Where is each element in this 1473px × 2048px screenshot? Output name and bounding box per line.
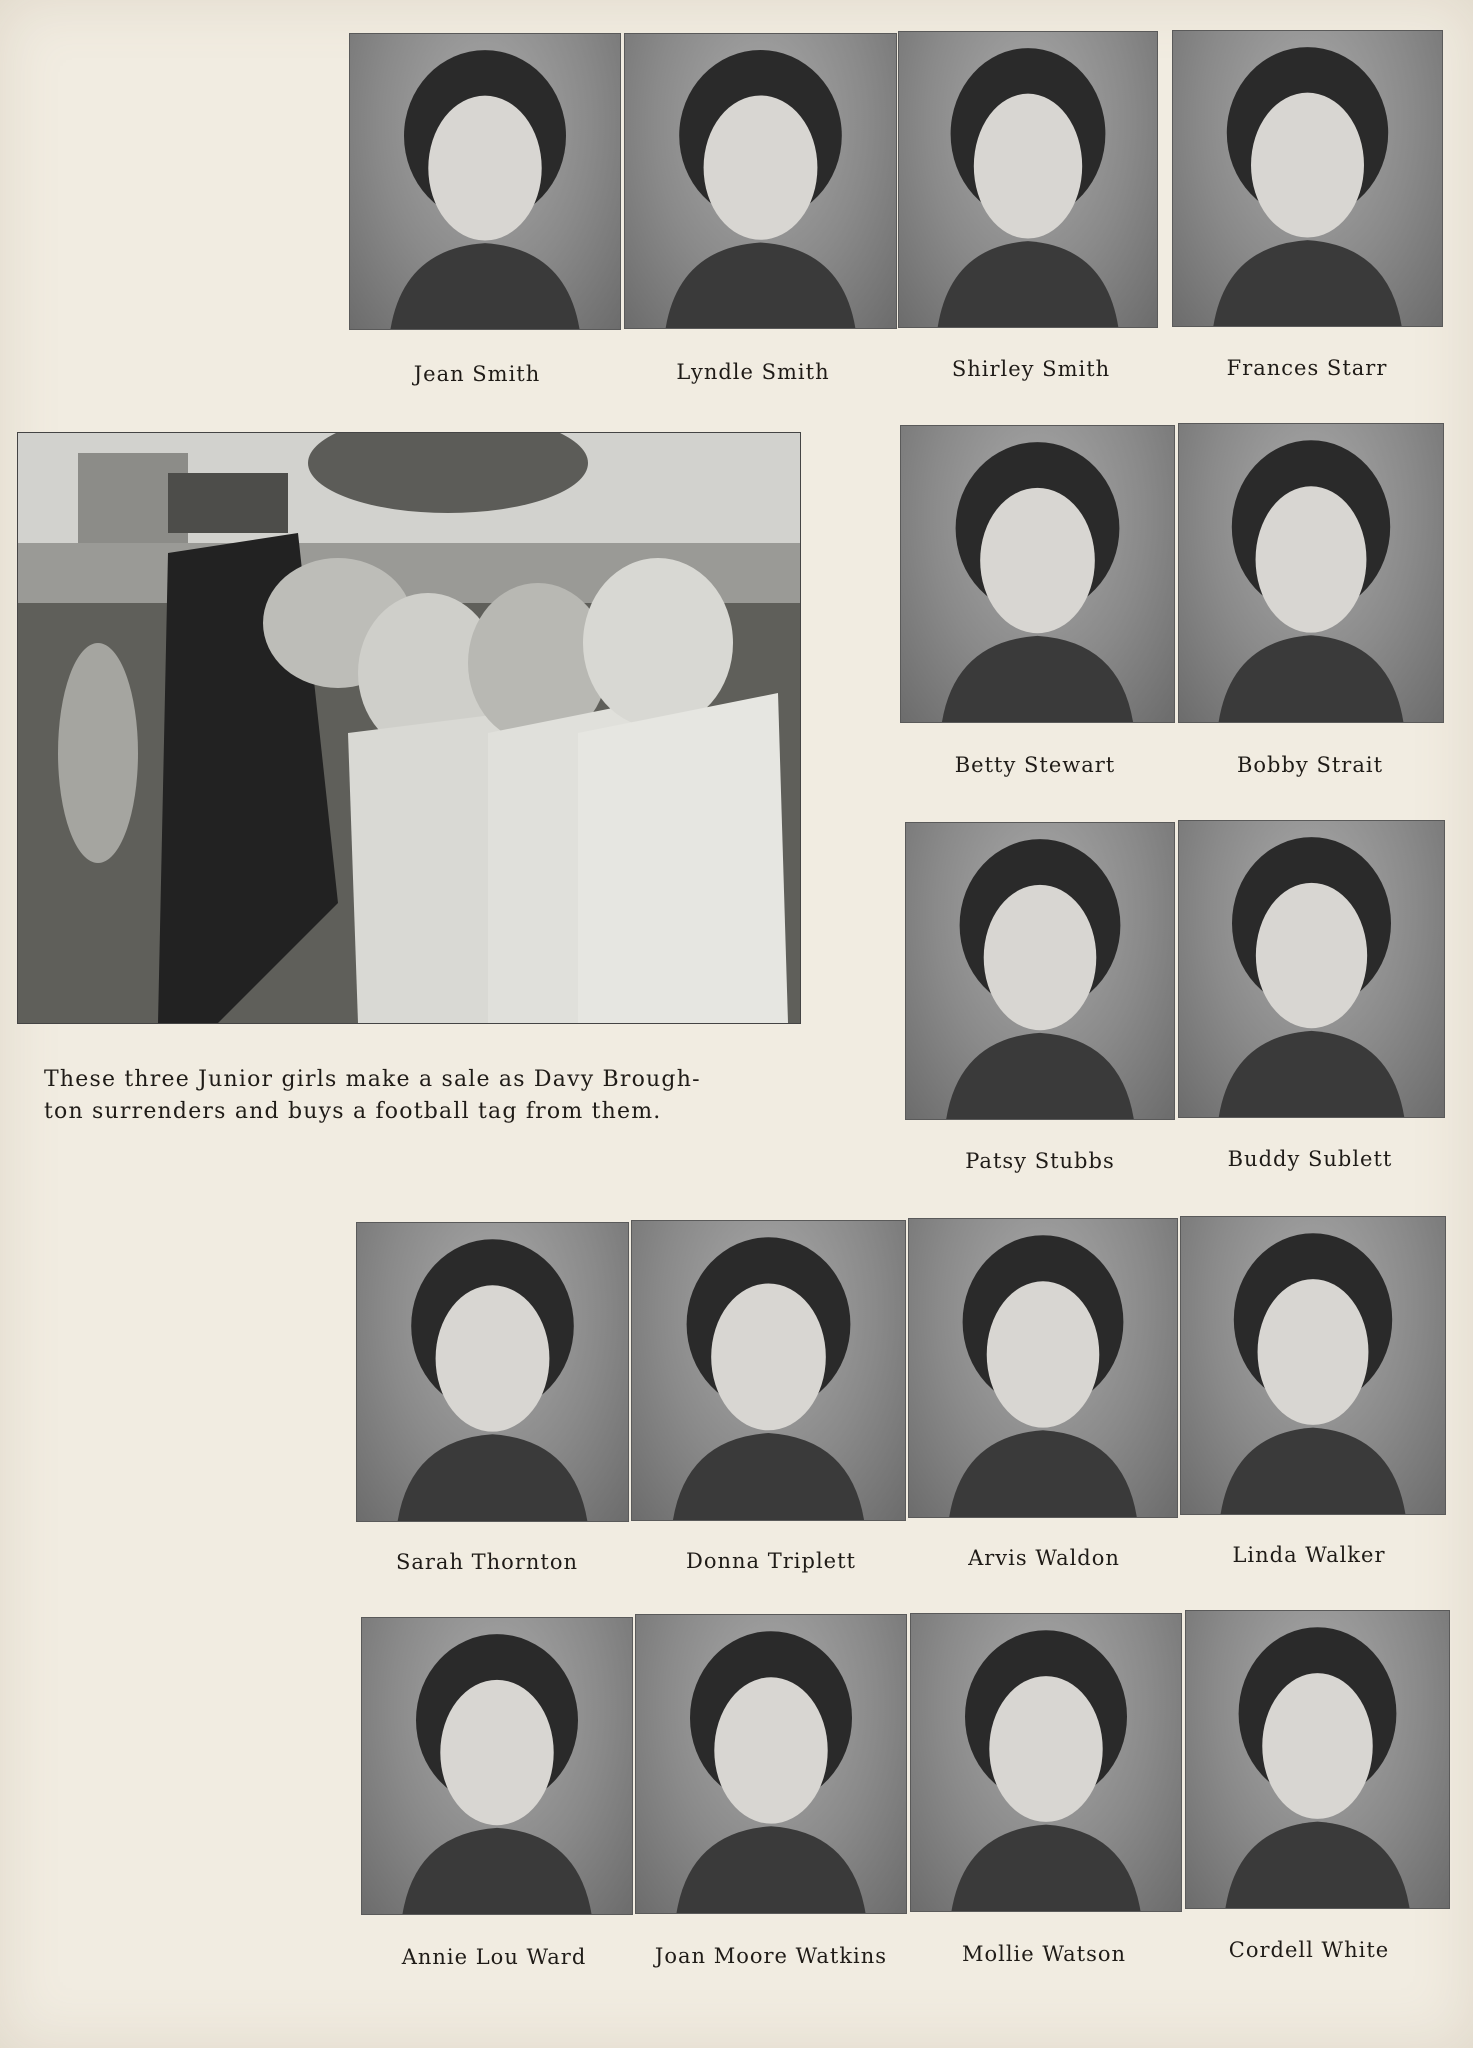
shoulders-shape (1225, 1822, 1409, 1908)
portrait-silhouette (899, 32, 1157, 327)
shoulders-shape (677, 1826, 866, 1913)
portrait-name: Sarah Thornton (395, 1550, 578, 1574)
shoulders-shape (946, 1033, 1134, 1119)
portrait-silhouette (632, 1221, 905, 1520)
portrait-silhouette (350, 34, 620, 329)
group-photo (17, 432, 801, 1024)
portrait-name: Mollie Watson (961, 1942, 1127, 1966)
shoulders-shape (391, 243, 580, 329)
portrait-name: Lyndle Smith (676, 360, 830, 384)
shoulders-shape (949, 1430, 1137, 1517)
shoulders-shape (673, 1433, 864, 1520)
portrait-photo (1180, 1216, 1446, 1515)
portrait-photo (900, 425, 1175, 723)
group-photo-caption (44, 1064, 804, 1128)
shoulders-shape (1221, 1428, 1406, 1514)
shoulders-shape (403, 1828, 592, 1914)
portrait-name: Linda Walker (1232, 1543, 1386, 1567)
caption-line: ton surrenders and buys a football tag from them. (44, 1099, 662, 1124)
portrait-name: Betty Stewart (954, 753, 1116, 777)
face-shape (436, 1285, 550, 1431)
portrait-silhouette (909, 1219, 1177, 1517)
face-shape (974, 94, 1082, 239)
portrait-silhouette (1173, 31, 1442, 326)
portrait-silhouette (906, 823, 1174, 1119)
face-shape (714, 1677, 827, 1823)
portrait-photo (1178, 423, 1444, 723)
portrait-name: Jean Smith (413, 362, 541, 386)
portrait-name: Joan Moore Watkins (654, 1944, 888, 1968)
face-shape (980, 488, 1095, 633)
portrait-silhouette (911, 1614, 1181, 1911)
portrait-name: Shirley Smith (951, 357, 1111, 381)
face-shape (1258, 1279, 1369, 1425)
portrait-name: Annie Lou Ward (401, 1945, 587, 1969)
portrait-silhouette (636, 1615, 906, 1913)
portrait-silhouette (1181, 1217, 1445, 1514)
portrait-name: Frances Starr (1226, 356, 1388, 380)
portrait-photo (349, 33, 621, 330)
caption-line: These three Junior girls make a sale as Davy Brough- (44, 1067, 701, 1092)
face-shape (1256, 486, 1367, 632)
portrait-name: Arvis Waldon (968, 1546, 1120, 1570)
portrait-photo (910, 1613, 1182, 1912)
shoulders-shape (666, 242, 856, 328)
portrait-photo (356, 1222, 629, 1522)
face-shape (984, 885, 1097, 1030)
shoulders-shape (1219, 635, 1404, 722)
portrait-name: Buddy Sublett (1227, 1147, 1393, 1171)
portrait-photo (1178, 820, 1445, 1118)
portrait-photo (898, 31, 1158, 328)
portrait-photo (635, 1614, 907, 1914)
portrait-silhouette (1179, 424, 1443, 722)
shoulders-shape (398, 1434, 588, 1521)
face-shape (711, 1284, 826, 1431)
portrait-photo (361, 1617, 633, 1915)
portrait-photo (905, 822, 1175, 1120)
portrait-silhouette (362, 1618, 632, 1914)
face-shape (428, 96, 541, 241)
portrait-silhouette (357, 1223, 628, 1521)
face-shape (440, 1680, 553, 1825)
shoulders-shape (938, 241, 1119, 327)
shoulders-shape (942, 636, 1133, 722)
face-shape (989, 1676, 1102, 1822)
portrait-silhouette (1179, 821, 1444, 1117)
face-shape (1262, 1673, 1372, 1819)
face-shape (987, 1281, 1100, 1427)
shoulders-shape (1213, 240, 1401, 326)
portrait-name: Patsy Stubbs (965, 1149, 1115, 1173)
portrait-silhouette (901, 426, 1174, 722)
portrait-name: Bobby Strait (1236, 753, 1384, 777)
portrait-silhouette (1186, 1611, 1449, 1908)
face-shape (1251, 93, 1364, 238)
portrait-photo (1172, 30, 1443, 327)
portrait-name: Donna Triplett (686, 1549, 856, 1573)
shoulders-shape (952, 1825, 1141, 1911)
portrait-photo (631, 1220, 906, 1521)
face-shape (704, 95, 818, 239)
portrait-photo (1185, 1610, 1450, 1909)
portrait-name: Cordell White (1228, 1938, 1390, 1962)
portrait-photo (908, 1218, 1178, 1518)
portrait-photo (624, 33, 897, 329)
shoulders-shape (1219, 1031, 1405, 1117)
face-shape (1256, 883, 1367, 1028)
portrait-silhouette (625, 34, 896, 328)
